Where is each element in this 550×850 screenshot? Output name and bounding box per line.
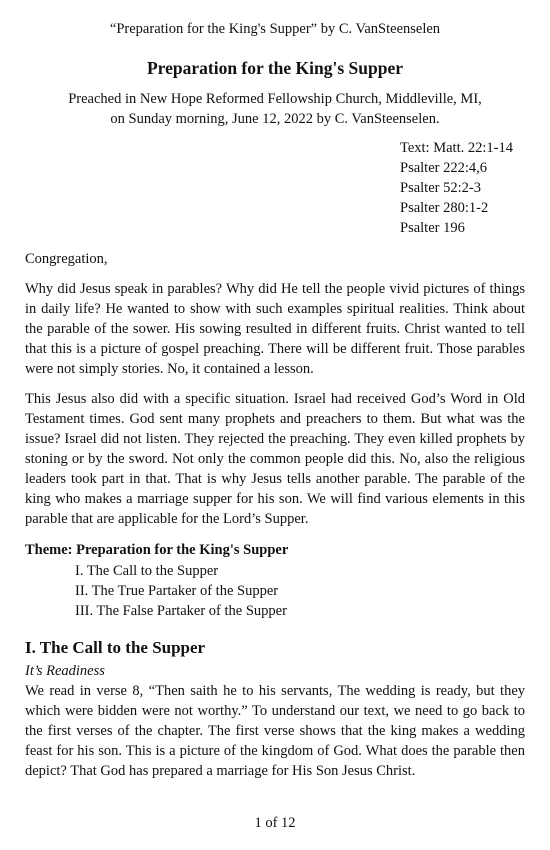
body-paragraph: This Jesus also did with a specific situation. Israel had received God’s Word in Old Testament times. God sent many prophets and preachers to them. But what was the issue? Israel did not listen. They rejected the preaching. They even killed prophets by stoning or by the sword. Not only the common people did this. No, also the religious leaders took part in that. That is why Jesus tells another parable. The parable of the king who makes a marriage supper for his son. We will find various elements in this parable that are applicable for the Lord’s Supper. (25, 391, 525, 527)
running-header: “Preparation for the King's Supper” by C. VanSteenselen (109, 21, 441, 37)
scripture-text-ref: Text: Matt. 22:1-14 (400, 140, 513, 156)
psalter-ref: Psalter 196 (400, 220, 465, 236)
body-paragraph: We read in verse 8, “Then saith he to his servants, The wedding is ready, but they which were bidden were not worthy.” To understand our text, we need to go back to the first verses of the chapter. The first verse shows that the king makes a wedding feast for his son. This is a picture of the kingdom of God. What does the parable then depict? That God has prepared a marriage for His Son Jesus Christ. (25, 683, 525, 779)
sermon-subtitle (40, 89, 510, 129)
theme-heading: Theme: Preparation for the King's Supper (25, 542, 289, 558)
greeting: Congregation, (25, 251, 108, 267)
psalter-ref: Psalter 280:1-2 (400, 200, 489, 216)
section-heading: I. The Call to the Supper (25, 638, 206, 657)
theme-outline (75, 561, 287, 621)
page-number: 1 of 12 (254, 815, 296, 831)
psalter-ref: Psalter 222:4,6 (400, 160, 487, 176)
scripture-references (400, 138, 513, 238)
psalter-ref: Psalter 52:2-3 (400, 180, 481, 196)
sermon-title: Preparation for the King's Supper (146, 58, 404, 78)
outline-point: II. The True Partaker of the Supper (75, 583, 279, 599)
section-subheading: It’s Readiness (25, 663, 105, 679)
subtitle-line-2: on Sunday morning, June 12, 2022 by C. VanSteenselen. (110, 111, 440, 127)
subtitle-line-1: Preached in New Hope Reformed Fellowship Church, Middleville, MI, (68, 91, 482, 107)
outline-point: III. The False Partaker of the Supper (75, 603, 287, 619)
outline-point: I. The Call to the Supper (75, 563, 219, 579)
body-paragraph: Why did Jesus speak in parables? Why did He tell the people vivid pictures of things in daily life? He wanted to show with such examples spiritual realities. Think about the parable of the sower. His sowing resulted in different fruits. Christ wanted to tell that this is a picture of gospel preaching. There will be different fruit. Those parables were not simply stories. No, it contained a lesson. (25, 281, 525, 377)
